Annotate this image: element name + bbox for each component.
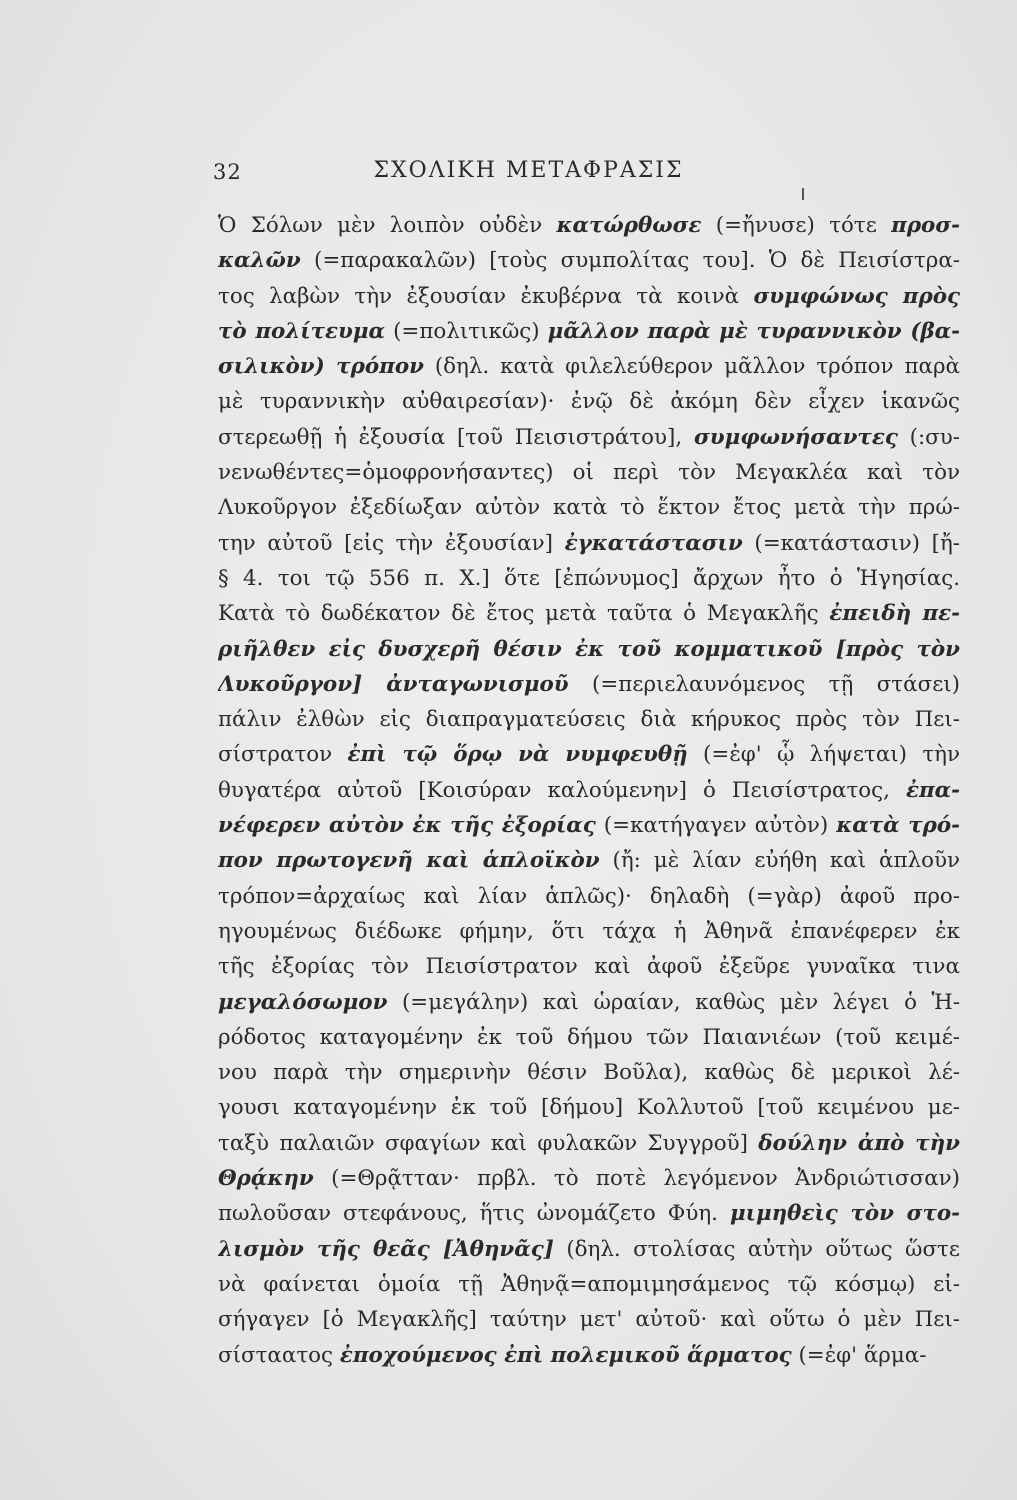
text-line: [218, 843, 960, 878]
text-line: [218, 1161, 960, 1196]
text-run: (=πολιτικῶς): [385, 318, 548, 344]
text-line: [218, 1055, 960, 1090]
text-run: σήγαγεν [ὁ Μεγακλῆς] ταύτην μετ' αὐτοῦ· καὶ οὕτω ὁ μὲν Πει-: [218, 1307, 960, 1333]
emphasized-term: καλῶν: [218, 248, 301, 274]
text-line: [218, 561, 960, 596]
emphasized-term: μιμηθεὶς τὸν στο-: [729, 1201, 960, 1227]
text-run: την αὐτοῦ [εἰς τὴν ἐξουσίαν]: [218, 530, 565, 556]
text-line: [218, 1267, 960, 1302]
emphasized-term: σιλικὸν) τρόπον: [218, 354, 424, 380]
text-line: [218, 384, 960, 419]
page-number: 32: [213, 160, 242, 184]
text-line: [218, 349, 960, 384]
text-run: τρόπον=ἀρχαίως καὶ λίαν ἁπλῶς)· δηλαδὴ (=γὰρ) ἀφοῦ προ-: [218, 883, 960, 909]
text-run: τος λαβὼν τὴν ἐξουσίαν ἐκυβέρνα τὰ κοινὰ: [218, 283, 754, 309]
text-line: [218, 279, 960, 314]
text-line: [218, 208, 960, 243]
text-run: (=Θρᾷτταν· πρβλ. τὸ ποτὲ λεγόμενον Ἀνδριώτισσαν): [313, 1166, 960, 1192]
text-run: (=ἐφ' ᾧ λήψεται) τὴν: [687, 742, 960, 768]
text-run: (=μεγάλην) καὶ ὡραίαν, καθὼς μὲν λέγει ὁ Ἡ-: [387, 989, 960, 1015]
emphasized-term: ἐπειδὴ πε-: [829, 601, 960, 627]
emphasized-term: ἐπα-: [906, 777, 960, 803]
text-run: (ἤ: μὲ λίαν εὐήθη καὶ ἁπλοῦν: [599, 848, 960, 874]
emphasized-term: μεγαλόσωμον: [218, 989, 388, 1015]
text-run: σίσταατος: [218, 1342, 340, 1368]
emphasized-term: Λυκοῦργον] ἀνταγωνισμοῦ: [218, 671, 569, 697]
emphasized-term: συμφώνως πρὸς: [753, 283, 960, 309]
text-run: ταξὺ παλαιῶν σφαγίων καὶ φυλακῶν Συγγροῦ]: [218, 1130, 759, 1156]
text-run: (δηλ. κατὰ φιλελεύθερον μᾶλλον τρόπον παρὰ: [423, 354, 960, 380]
text-run: σίστρατον: [218, 742, 348, 768]
emphasized-term: κατὰ τρό-: [836, 813, 960, 839]
text-line: [218, 702, 960, 737]
text-line: [218, 1020, 960, 1055]
text-run: νενωθέντες=ὁμοφρονήσαντες) οἱ περὶ τὸν Μεγακλέα καὶ τὸν: [218, 460, 960, 486]
text-run: § 4. τοι τῷ 556 π. Χ.] ὅτε [ἐπώνυμος] ἄρχων ἦτο ὁ Ἡγησίας.: [218, 565, 960, 591]
text-run: πάλιν ἐλθὼν εἰς διαπραγματεύσεις διὰ κήρυκος πρὸς τὸν Πει-: [218, 707, 960, 733]
text-line: [218, 596, 960, 631]
text-line: [218, 1302, 960, 1337]
text-line: [218, 985, 960, 1020]
text-run: Ὁ Σόλων μὲν λοιπὸν οὐδὲν: [218, 213, 557, 238]
body-text: [218, 208, 960, 1373]
text-run: στερεωθῇ ἡ ἐξουσία [τοῦ Πεισιστράτου],: [218, 424, 694, 450]
emphasized-term: ἐγκατάστασιν: [564, 530, 743, 556]
text-line: [218, 1232, 960, 1267]
text-line: [218, 420, 960, 455]
text-line: [218, 1090, 960, 1125]
text-line: [218, 879, 960, 914]
text-line: [218, 632, 960, 667]
text-run: (=παρακαλῶν) [τοὺς συμπολίτας του]. Ὁ δὲ Πεισίστρα-: [300, 248, 960, 274]
text-line: [218, 314, 960, 349]
text-line: [218, 773, 960, 808]
text-line: [218, 243, 960, 278]
emphasized-term: μᾶλλον παρὰ μὲ τυραννικὸν (βα-: [547, 318, 960, 344]
text-run: τῆς ἐξορίας τὸν Πεισίστρατον καὶ ἀφοῦ ἐξεῦρε γυναῖκα τινα: [218, 954, 960, 980]
text-line: [218, 455, 960, 490]
text-run: (=κατήγαγεν αὐτὸν): [595, 813, 837, 839]
text-line: [218, 949, 960, 984]
page-header: [0, 150, 1017, 190]
text-line: [218, 1196, 960, 1231]
text-run: Λυκοῦργον ἐξεδίωξαν αὐτὸν κατὰ τὸ ἕκτον ἔτος μετὰ τὴν πρώ-: [218, 495, 960, 521]
text-run: (=κατάστασιν) [ἤ-: [742, 530, 960, 556]
text-line: [218, 667, 960, 702]
emphasized-term: ριῆλθεν εἰς δυσχερῆ θέσιν ἐκ τοῦ κομματικοῦ [πρὸς τὸν: [218, 636, 960, 662]
text-run: (=ἤνυσε) τότε: [701, 213, 892, 238]
text-line: [218, 1126, 960, 1161]
text-line: [218, 526, 960, 561]
running-title: ΣΧΟΛΙΚΗ ΜΕΤΑΦΡΑΣΙΣ: [373, 158, 684, 183]
text-line: [218, 490, 960, 525]
text-run: Κατὰ τὸ δωδέκατον δὲ ἔτος μετὰ ταῦτα ὁ Μεγακλῆς: [218, 601, 830, 627]
text-line: [218, 1338, 960, 1373]
text-run: νὰ φαίνεται ὁμοία τῇ Ἀθηνᾷ=απομιμησάμενος τῷ κόσμῳ) εἰ-: [218, 1271, 960, 1297]
text-run: (:συ-: [897, 424, 960, 450]
emphasized-term: κατώρθωσε: [556, 213, 702, 238]
text-run: μὲ τυραννικὴν αὐθαιρεσίαν)· ἐνῷ δὲ ἀκόμη δὲν εἶχεν ἱκανῶς: [218, 389, 960, 415]
text-line: [218, 914, 960, 949]
emphasized-term: ἐπὶ τῷ ὅρῳ νὰ νυμφευθῇ: [347, 742, 688, 768]
emphasized-term: τὸ πολίτευμα: [218, 318, 386, 344]
emphasized-term: προσ-: [891, 213, 960, 238]
emphasized-term: πον πρωτογενῆ καὶ ἁπλοϊκὸν: [218, 848, 600, 874]
emphasized-term: νέφερεν αὐτὸν ἐκ τῆς ἐξορίας: [218, 813, 596, 839]
text-run: γουσι καταγομένην ἐκ τοῦ [δήμου] Κολλυτοῦ [τοῦ κειμένου με-: [218, 1095, 960, 1121]
text-run: (=ἐφ' ἅρμα-: [791, 1342, 927, 1368]
text-run: πωλοῦσαν στεφάνους, ἥτις ὠνομάζετο Φύη.: [218, 1201, 730, 1227]
text-run: (δηλ. στολίσας αὐτὴν οὕτως ὥστε: [553, 1236, 960, 1262]
emphasized-term: συμφωνήσαντες: [693, 424, 898, 450]
text-run: νου παρὰ τὴν σημερινὴν θέσιν Βοῦλα), καθὼς δὲ μερικοὶ λέ-: [218, 1060, 960, 1086]
emphasized-term: ἐποχούμενος ἐπὶ πολεμικοῦ ἅρματος: [339, 1342, 792, 1368]
emphasized-term: Θρᾴκην: [218, 1166, 314, 1192]
emphasized-term: δούλην ἀπὸ τὴν: [758, 1130, 960, 1156]
text-run: ρόδοτος καταγομένην ἐκ τοῦ δήμου τῶν Παιανιέων (τοῦ κειμέ-: [218, 1024, 960, 1050]
print-mark: [802, 188, 804, 200]
text-run: ηγουμένως διέδωκε φήμην, ὅτι τάχα ἡ Ἀθηνᾶ ἐπανέφερεν ἐκ: [218, 918, 960, 944]
text-line: [218, 808, 960, 843]
text-line: [218, 737, 960, 772]
text-run: θυγατέρα αὐτοῦ [Κοισύραν καλούμενην] ὁ Πεισίστρατος,: [218, 777, 906, 803]
emphasized-term: λισμὸν τῆς θεᾶς [Ἀθηνᾶς]: [218, 1236, 554, 1262]
text-run: (=περιελαυνόμενος τῇ στάσει): [568, 671, 960, 697]
